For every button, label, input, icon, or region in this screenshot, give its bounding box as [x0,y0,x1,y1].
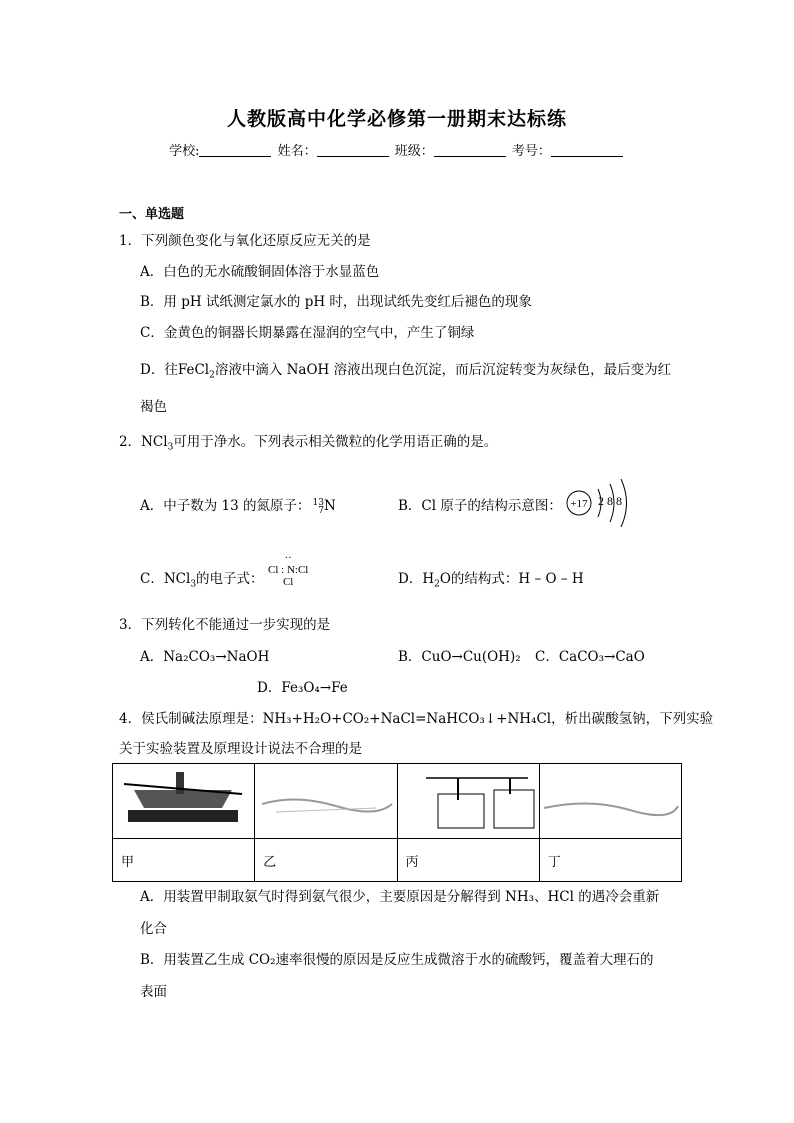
apparatus-jia-icon [114,764,254,834]
q2-d-rest: 的结构式：H – O – H [450,571,584,587]
q2-d-sub: 2 [434,579,440,590]
q2-a-text: A．中子数为 13 的氮原子： [140,498,311,514]
q1-option-a: A．白色的无水硫酸铜固体溶于水显蓝色 [140,264,380,280]
electron-shells: 2 8 8 [598,494,622,508]
electron-formula-bottom: Cl [282,576,294,588]
school-blank[interactable] [199,144,271,157]
q1-d-prefix: D．往 [140,362,178,378]
chlorine-atom-diagram [562,474,634,532]
q1-d-sub: 2 [209,370,215,381]
q4-option-a-line2: 化合 [140,921,167,937]
q4-stem-line1: 4．侯氏制碱法原理是：NH₃+H₂O+CO₂+NaCl=NaHCO₃↓+NH₄Cl，析出碳酸氢钠，下列实验 [119,711,714,727]
apparatus-bing-icon [398,764,538,834]
q2-stem-formula: NCl [141,434,168,450]
q1-option-c: C．金黄色的铜器长期暴露在湿润的空气中，产生了铜绿 [140,325,475,341]
q2-c-prefix: C． [140,571,164,587]
q3-option-d: D．Fe₃O₄→Fe [257,680,348,696]
apparatus-label-bing: 丙 [397,839,539,882]
q2-stem-sub: 3 [167,442,174,453]
nucleus-charge: +17 [570,498,588,510]
apparatus-image-yi [255,764,397,839]
q2-stem-prefix: 2． [119,434,142,450]
class-label: 班级： [394,144,434,159]
q3-option-c: C．CaCO₃→CaO [535,649,645,665]
apparatus-ding-icon [540,764,680,834]
apparatus-label-ding: 丁 [539,839,681,882]
q1-d-rest: 溶液中滴入 NaOH 溶液出现白色沉淀，而后沉淀转变为灰绿色，最后变为红 [214,362,672,378]
q2-stem [119,430,497,453]
apparatus-label-yi: 乙 [255,839,397,882]
number-label: 考号： [511,144,551,159]
apparatus-label-jia: 甲 [113,839,255,882]
student-info-line [0,140,794,159]
q4-option-b-line2: 表面 [140,984,167,1000]
q1-d-formula: FeCl [177,362,210,378]
class-blank[interactable] [434,144,506,157]
q3-stem: 3．下列转化不能通过一步实现的是 [119,617,331,633]
ncl3-electron-formula [268,552,308,588]
q2-c-sub: 3 [190,579,197,590]
q2-a-atomic: 7 [318,505,324,516]
q1-stem: 1．下列颜色变化与氧化还原反应无关的是 [119,233,371,249]
number-blank[interactable] [551,144,623,157]
q2-option-a [140,494,336,515]
q2-b-text: B．Cl 原子的结构示意图： [398,498,562,514]
q2-option-c [140,567,264,590]
name-blank[interactable] [317,144,389,157]
page-title: 人教版高中化学必修第一册期末达标练 [226,108,567,130]
q4-stem-line2: 关于实验装置及原理设计说法不合理的是 [119,741,362,757]
q3-option-a: A．Na₂CO₃→NaOH [140,649,270,665]
q2-stem-rest: 可用于净水。下列表示相关微粒的化学用语正确的是。 [173,434,498,450]
q1-option-b: B．用 pH 试纸测定氯水的 pH 时，出现试纸先变红后褪色的现象 [140,294,532,310]
q2-option-b [398,494,562,514]
apparatus-table [112,763,682,882]
q2-option-d [398,567,584,590]
q2-d-formula: H [422,571,435,587]
q2-a-mass: 13 [312,497,324,508]
apparatus-image-ding [539,764,681,839]
apparatus-yi-icon [256,764,396,834]
q2-c-rest: 的电子式： [196,571,264,587]
q2-c-formula: NCl [163,571,191,587]
electron-dots: ·· [284,552,292,564]
name-label: 姓名： [277,144,317,159]
q1-option-d-cont: 褐色 [140,399,167,415]
q4-option-a-line1: A．用装置甲制取氨气时得到氨气很少，主要原因是分解得到 NH₃、HCl 的遇冷会重新 [140,889,660,905]
apparatus-image-bing [397,764,539,839]
apparatus-image-jia [113,764,255,839]
q2-a-symbol: N [323,498,336,514]
school-label: 学校: [169,144,200,159]
q1-option-d [140,358,671,381]
section-heading: 一、单选题 [119,207,185,222]
q3-option-b: B．CuO→Cu(OH)₂ [398,649,521,665]
electron-formula-mid: Cl : N:Cl [268,564,309,576]
q4-option-b-line1: B．用装置乙生成 CO₂速率很慢的原因是反应生成微溶于水的硫酸钙，覆盖着大理石的 [140,952,654,968]
q2-d-formula2: O [439,571,451,587]
q2-d-prefix: D． [398,571,423,587]
